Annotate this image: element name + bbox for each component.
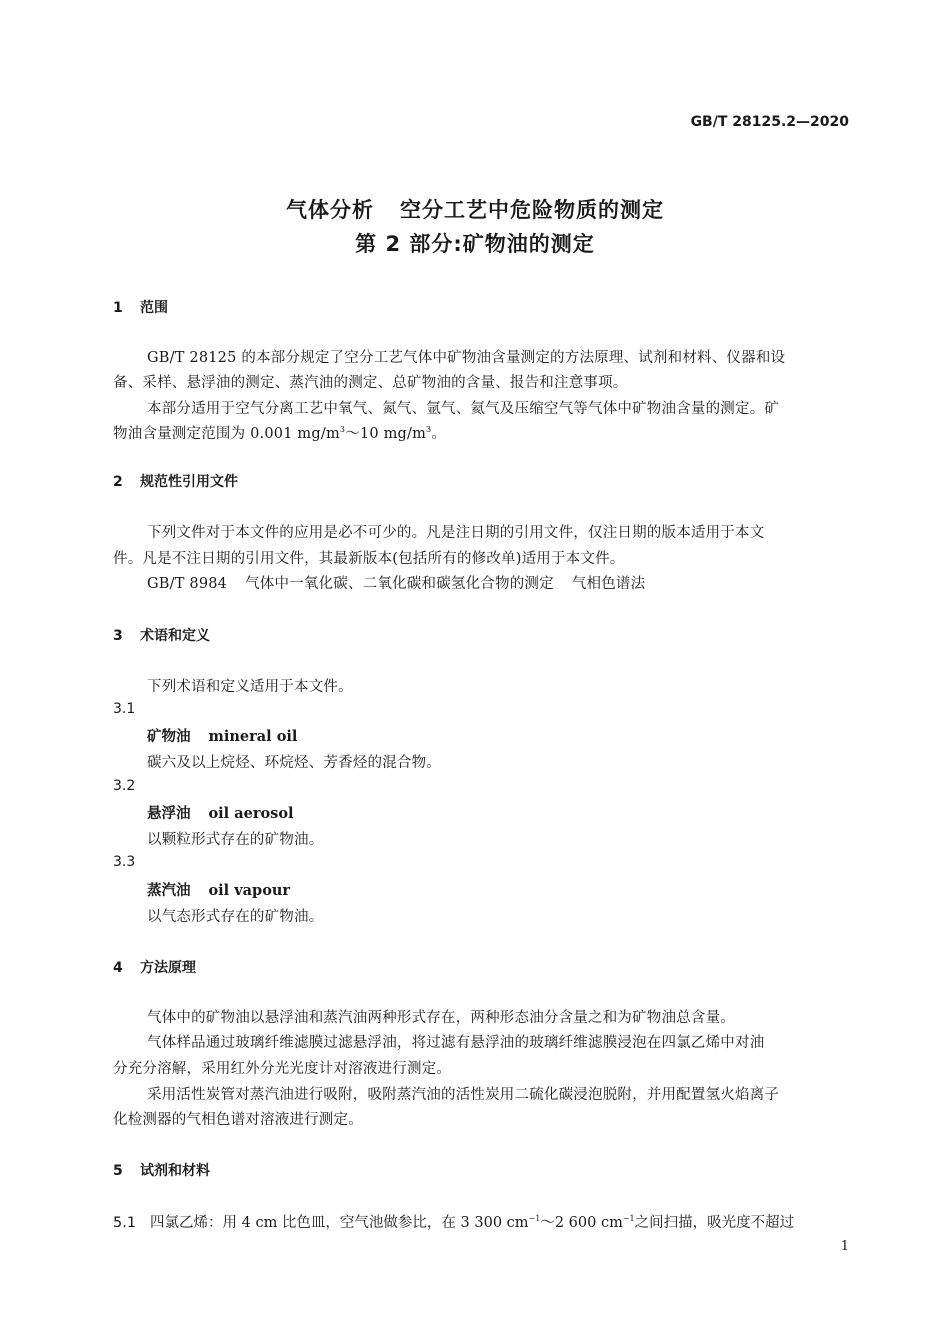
section-number: 4: [113, 960, 123, 976]
scope-paragraph-1-line-2: 备、采样、悬浮油的测定、蒸汽油的测定、总矿物油的含量、报告和注意事项。: [113, 375, 628, 391]
term-english: oil vapour: [208, 882, 291, 899]
section-heading-1: [113, 297, 168, 317]
term-definition: 碳六及以上烷烃、环烷烃、芳香烃的混合物。: [147, 755, 441, 771]
principle-paragraph-2-line-2: 分充分溶解，采用红外分光光度计对溶液进行测定。: [113, 1061, 452, 1077]
section-title: 方法原理: [140, 960, 196, 976]
terms-intro: 下列术语和定义适用于本文件。: [147, 679, 353, 695]
reagent-text-mid: ～2 600 cm: [540, 1215, 623, 1231]
superscript: −1: [528, 1214, 541, 1224]
range-text-mid: ～10 mg/m: [345, 426, 427, 442]
normative-paragraph-line-1: 下列文件对于本文件的应用是必不可少的。凡是注日期的引用文件，仅注日期的版本适用于本文: [147, 525, 765, 541]
principle-paragraph-2-line-1: 气体样品通过玻璃纤维滤膜过滤悬浮油，将过滤有悬浮油的玻璃纤维滤膜浸泡在四氯乙烯中对油: [147, 1035, 765, 1051]
section-title: 试剂和材料: [140, 1163, 210, 1179]
range-text-start: 物油含量测定范围为 0.001 mg/m: [113, 426, 340, 442]
section-title: 术语和定义: [140, 628, 210, 644]
term-chinese: 蒸汽油: [147, 883, 191, 899]
document-title-line2: 第 2 部分:矿物油的测定: [355, 232, 595, 256]
range-text-end: 。: [431, 426, 447, 442]
term-definition: 以颗粒形式存在的矿物油。: [147, 832, 324, 848]
reagent-text-start: 四氯乙烯：用 4 cm 比色皿，空气池做参比，在 3 300 cm: [150, 1215, 529, 1231]
term-number: 3.2: [113, 778, 136, 794]
document-title-line1: [0, 194, 950, 224]
reagent-text-end: 之间扫描，吸光度不超过: [634, 1215, 795, 1231]
principle-paragraph-3-line-1: 采用活性炭管对蒸汽油进行吸附，吸附蒸汽油的活性炭用二硫化碳浸泡脱附，并用配置氢火焰离子: [147, 1087, 780, 1103]
term-entry: [147, 802, 294, 823]
standard-number: GB/T 28125.2—2020: [690, 114, 849, 130]
scope-paragraph-2-line-2: [113, 422, 446, 443]
section-title: 范围: [140, 300, 168, 316]
reagent-item-5-1: [113, 1211, 794, 1232]
section-heading-4: [113, 957, 196, 977]
term-definition: 以气态形式存在的矿物油。: [147, 909, 324, 925]
term-number: 3.3: [113, 854, 136, 870]
term-entry: [147, 879, 290, 900]
reference-title-b: 气相色谱法: [571, 576, 646, 592]
scope-paragraph-2-line-1: 本部分适用于空气分离工艺中氧气、氮气、氩气、氦气及压缩空气等气体中矿物油含量的测定。矿: [147, 401, 780, 417]
term-chinese: 矿物油: [147, 729, 191, 745]
scope-paragraph-1-line-1: GB/T 28125 的本部分规定了空分工艺气体中矿物油含量测定的方法原理、试剂和材料、仪器和设: [147, 350, 786, 366]
superscript: −1: [622, 1214, 635, 1224]
page-number: 1: [840, 1239, 849, 1254]
term-chinese: 悬浮油: [147, 806, 191, 822]
reference-code: GB/T 8984: [147, 576, 228, 592]
section-number: 3: [113, 628, 123, 644]
title-part-b: 空分工艺中危险物质的测定: [400, 198, 664, 222]
term-entry: [147, 725, 297, 746]
superscript: 3: [339, 425, 346, 435]
principle-paragraph-3-line-2: 化检测器的气相色谱对溶液进行测定。: [113, 1112, 363, 1128]
term-number: 3.1: [113, 701, 136, 717]
term-english: mineral oil: [208, 728, 298, 745]
section-number: 2: [113, 474, 123, 490]
section-heading-2: [113, 471, 238, 491]
reagent-number: 5.1: [113, 1215, 137, 1231]
title-part-a: 气体分析: [286, 198, 374, 222]
section-title: 规范性引用文件: [140, 474, 238, 490]
section-heading-5: [113, 1160, 210, 1180]
section-heading-3: [113, 625, 210, 645]
normative-paragraph-line-2: 件。凡是不注日期的引用文件，其最新版本(包括所有的修改单)适用于本文件。: [113, 551, 625, 567]
normative-reference: [147, 572, 645, 593]
section-number: 1: [113, 300, 123, 316]
superscript: 3: [426, 425, 432, 435]
reference-title-a: 气体中一氧化碳、二氧化碳和碳氢化合物的测定: [245, 576, 554, 592]
principle-paragraph-1: 气体中的矿物油以悬浮油和蒸汽油两种形式存在，两种形态油分含量之和为矿物油总含量。: [147, 1010, 735, 1026]
section-number: 5: [113, 1163, 123, 1179]
term-english: oil aerosol: [208, 805, 294, 822]
